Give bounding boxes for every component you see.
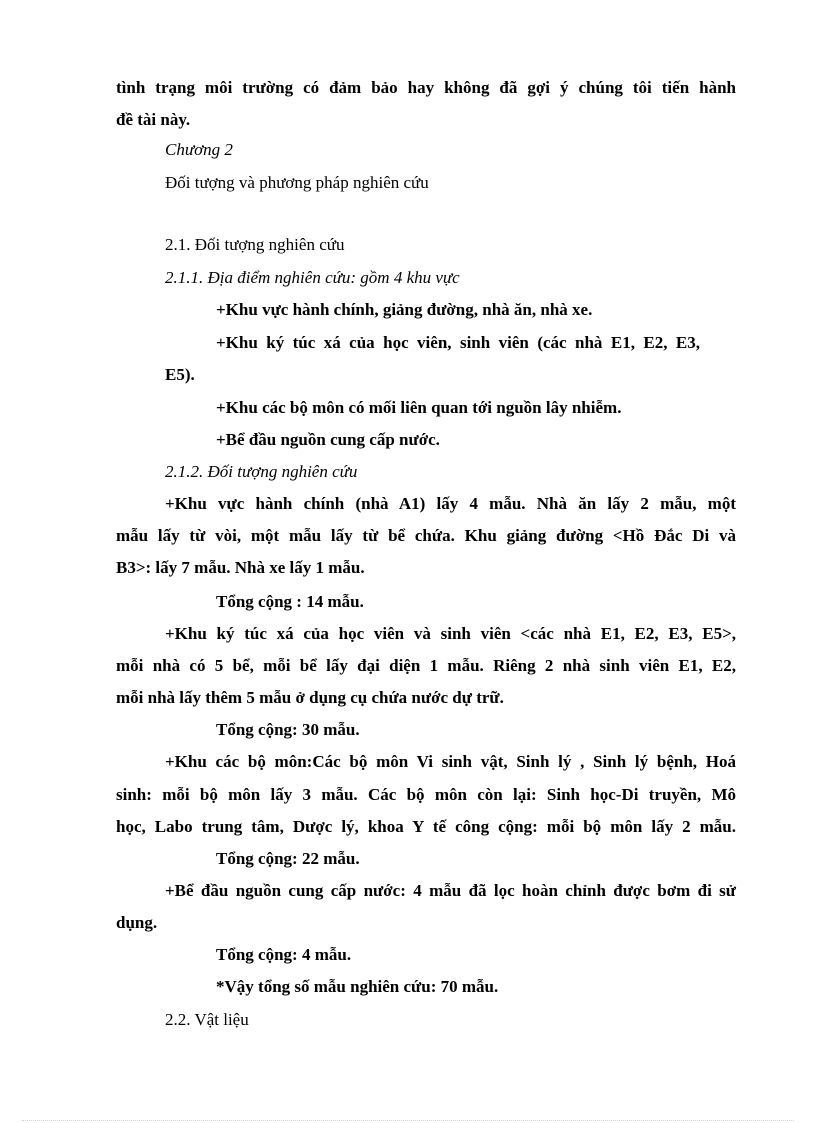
paragraph-line: sinh: mỗi bộ môn lấy 3 mẫu. Các bộ môn còn lại: Sinh học-Di truyền, Mô bbox=[116, 785, 736, 804]
paragraph-line: mỗi nhà có 5 bể, mỗi bể lấy đại diện 1 mẫu. Riêng 2 nhà sinh viên E1, E2, bbox=[116, 656, 736, 675]
paragraph-line: đề tài này. bbox=[116, 110, 191, 129]
paragraph-line: mẫu lấy từ vòi, một mẫu lấy từ bể chứa. Khu giảng đường <Hồ Đắc Di và bbox=[116, 526, 736, 545]
paragraph-line: mỗi nhà lấy thêm 5 mẫu ở dụng cụ chứa nước dự trữ. bbox=[116, 688, 504, 707]
chapter-title: Đối tượng và phương pháp nghiên cứu bbox=[165, 173, 429, 192]
subtotal-line: Tổng cộng: 4 mẫu. bbox=[216, 945, 352, 964]
subsection-heading: 2.1.1. Địa điểm nghiên cứu: gồm 4 khu vực bbox=[165, 268, 460, 287]
list-item: +Khu các bộ môn có mối liên quan tới nguồn lây nhiễm. bbox=[216, 398, 622, 417]
paragraph-line: +Khu ký túc xá của học viên và sinh viên <các nhà E1, E2, E3, E5>, bbox=[165, 624, 736, 643]
paragraph-line: học, Labo trung tâm, Dược lý, khoa Y tế công cộng: mỗi bộ môn lấy 2 mẫu. bbox=[116, 817, 736, 836]
list-item-continuation: E5). bbox=[165, 365, 195, 384]
paragraph-line: dụng. bbox=[116, 913, 158, 932]
subtotal-line: Tổng cộng: 30 mẫu. bbox=[216, 720, 360, 739]
paragraph-line: +Khu các bộ môn:Các bộ môn Vi sinh vật, Sinh lý , Sinh lý bệnh, Hoá bbox=[165, 752, 736, 771]
list-item: +Khu vực hành chính, giảng đường, nhà ăn, nhà xe. bbox=[216, 300, 593, 319]
paragraph-line: B3>: lấy 7 mẫu. Nhà xe lấy 1 mẫu. bbox=[116, 558, 365, 577]
paragraph-line: +Khu vực hành chính (nhà A1) lấy 4 mẫu. Nhà ăn lấy 2 mẫu, một bbox=[165, 494, 736, 513]
grand-total-line: *Vậy tổng số mẫu nghiên cứu: 70 mẫu. bbox=[216, 977, 499, 996]
paragraph-line: +Bể đầu nguồn cung cấp nước: 4 mẫu đã lọc hoàn chỉnh được bơm đi sử bbox=[165, 881, 736, 900]
paragraph-line: tình trạng môi trường có đảm bảo hay không đã gợi ý chúng tôi tiến hành bbox=[116, 78, 736, 97]
chapter-label: Chương 2 bbox=[165, 140, 233, 159]
section-heading: 2.1. Đối tượng nghiên cứu bbox=[165, 235, 345, 254]
section-heading: 2.2. Vật liệu bbox=[165, 1010, 249, 1029]
subtotal-line: Tổng cộng: 22 mẫu. bbox=[216, 849, 360, 868]
list-item: +Khu ký túc xá của học viên, sinh viên (các nhà E1, E2, E3, bbox=[216, 333, 700, 352]
list-item: +Bể đầu nguồn cung cấp nước. bbox=[216, 430, 440, 449]
subsection-heading: 2.1.2. Đối tượng nghiên cứu bbox=[165, 462, 358, 481]
subtotal-line: Tổng cộng : 14 mẫu. bbox=[216, 592, 364, 611]
page-bottom-divider bbox=[22, 1120, 794, 1121]
